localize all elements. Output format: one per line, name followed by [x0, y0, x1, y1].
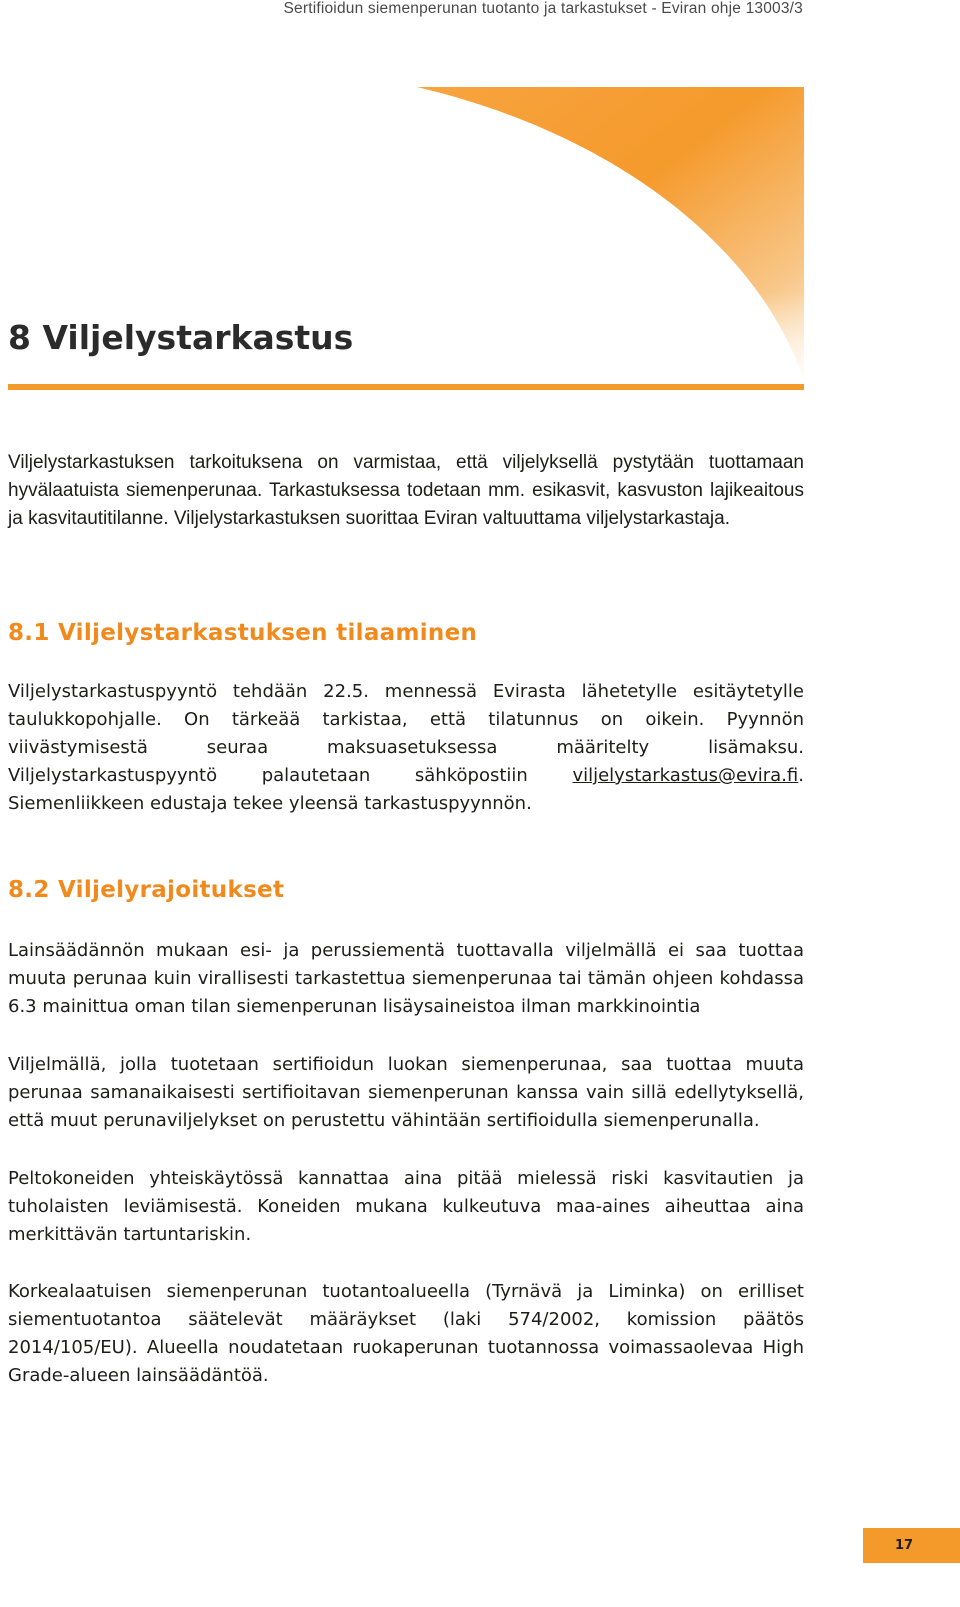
section-8-2-paragraph-3: Peltokoneiden yhteiskäytössä kannattaa aina pitää mielessä riski kasvitautien ja tuholaisten leviämisestä. Koneiden mukana kulkeutuva maa-aines aiheuttaa aina merkittävän tartuntariskin. — [8, 1168, 804, 1245]
section-8-2-paragraph-4: Korkealaatuisen siemenperunan tuotantoalueella (Tyrnävä ja Liminka) on erilliset siementuotantoa säätelevät määräykset (laki 574/2002, komission päätös 2014/105/EU). Alueella noudatetaan ruokaperunan tuotannossa voimassaolevaa High Grade-alueen lainsäädäntöä. — [8, 1281, 804, 1386]
section-heading-8-1: 8.1 Viljelystarkastuksen tilaaminen — [8, 620, 478, 646]
chapter-intro-paragraph: Viljelystarkastuksen tarkoituksena on varmistaa, että viljelyksellä pystytään tuottamaan hyvälaatuista siemenperunaa. Tarkastuksessa todetaan mm. esikasvit, kasvuston lajikeaitous ja kasvitautitilanne. Viljelystarkastuksen suorittaa Eviran valtuuttama viljelystarkastaja. — [8, 452, 804, 529]
section-8-1-text-end: . Siemenliikkeen edustaja tekee yleensä tarkastuspyynnön. — [8, 765, 804, 814]
chapter-title: 8 Viljelystarkastus — [8, 318, 354, 357]
page-number-badge: 17 — [863, 1528, 960, 1563]
running-header: Sertifioidun siemenperunan tuotanto ja tarkastukset - Eviran ohje 13003/3 — [283, 0, 803, 17]
section-8-2-paragraph-2: Viljelmällä, jolla tuotetaan sertifioidun luokan siemenperunaa, saa tuottaa muuta perunaa samanaikaisesti sertifioitavan siemenperunan kanssa vain sillä edellytyksellä, että muut perunaviljelykset on perustettu vähintään sertifioidulla siemenperunalla. — [8, 1054, 804, 1131]
email-link[interactable]: viljelystarkastus@evira.fi — [572, 765, 799, 786]
section-heading-8-2: 8.2 Viljelyrajoitukset — [8, 877, 285, 903]
section-8-1-paragraph — [8, 678, 804, 818]
chapter-divider — [8, 384, 804, 390]
section-8-1-text-start: Viljelystarkastuspyyntö tehdään 22.5. mennessä Evirasta lähetetylle esitäytetylle taulukkopohjalle. On tärkeää tarkistaa, että tilatunnus on oikein. Pyynnön viivästymisestä seuraa maksuasetuksessa määritelty lisämaksu. Viljelystarkastuspyyntö palautetaan sähköpostiin — [8, 681, 804, 786]
section-8-2-paragraph-1: Lainsäädännön mukaan esi- ja perussiementä tuottavalla viljelmällä ei saa tuottaa muuta perunaa kuin virallisesti tarkastettua siemenperunaa tai tämän ohjeen kohdassa 6.3 mainittua oman tilan siemenperunan lisäysaineistoa ilman markkinointia — [8, 940, 804, 1017]
